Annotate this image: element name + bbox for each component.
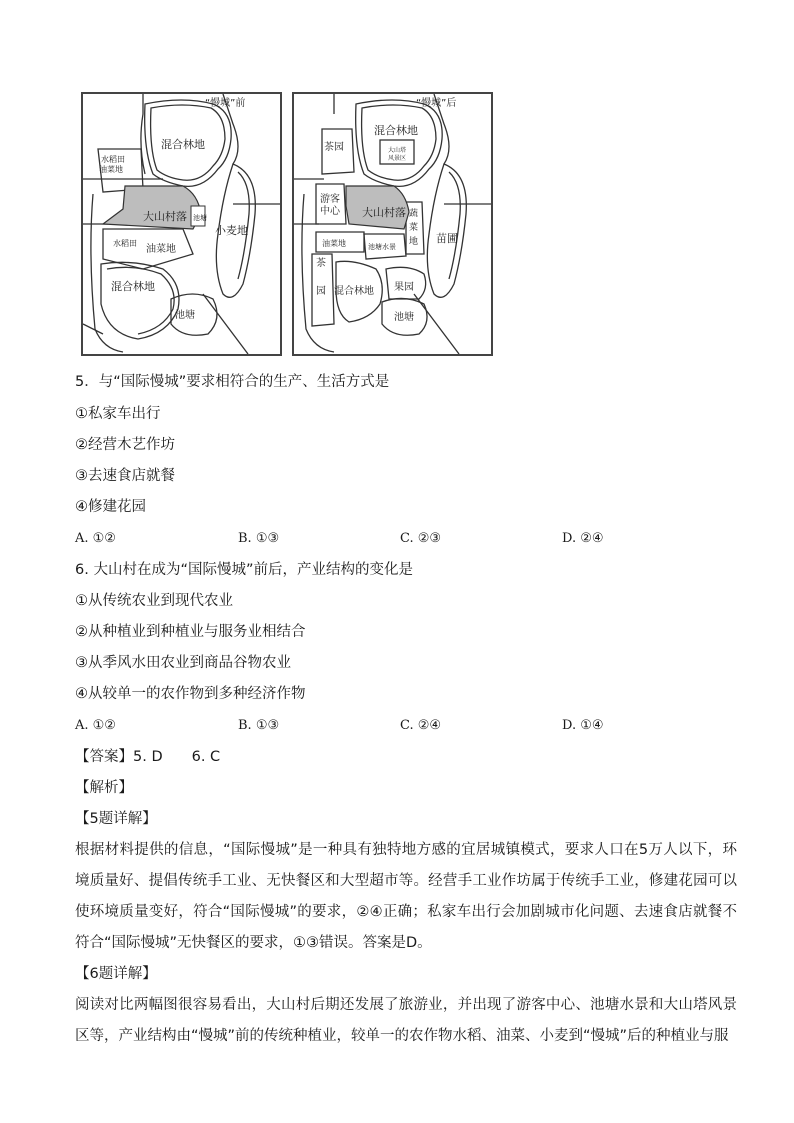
label-forest-bottom: 混合林地 [334,286,374,297]
detail6-text: 阅读对比两幅图很容易看出，大山村后期还发展了旅游业，并出现了游客中心、池塘水景和大山塔风景区等，产业结构由“慢城”前的传统种植业，较单一的农作物水稻、油菜、小麦到“慢城”后的种植业与服 [75,997,737,1044]
q6-item: ①从传统农业到现代农业 [75,593,233,609]
q5-item: ①私家车出行 [75,406,161,422]
label-scenic-1: 大山塔 [388,147,407,154]
label-pond-scene: 池塘水景 [368,243,396,251]
label-veg-3: 地 [409,237,419,247]
q6-stem: 6. 大山村在成为“国际慢城”前后，产业结构的变化是 [75,562,413,578]
label-village: 大山村落 [143,210,187,223]
map-title: “慢城”前 [205,98,246,109]
label-nursery: 苗圃 [436,232,458,245]
q6-option-a[interactable]: A. ①② [75,718,116,733]
label-forest-bottom: 混合林地 [111,280,155,293]
label-scenic-2: 风景区 [388,155,407,162]
detail6-heading: 【6题详解】 [75,966,157,982]
q6-item: ②从种植业到种植业与服务业相结合 [75,624,306,640]
label-pond-small: 池塘 [193,214,207,222]
map-after [292,92,493,356]
label-orchard: 果园 [394,282,414,293]
label-veg-1: 蔬 [409,209,419,219]
answer-line: 【答案】5. D 6. C [75,749,221,765]
detail5-heading: 【5题详解】 [75,811,157,827]
map-before [81,92,282,356]
label-village: 大山村落 [362,206,406,219]
label-tea-b: 园 [316,286,326,297]
label-pond: 池塘 [175,310,195,321]
label-forest-top: 混合林地 [161,138,205,151]
q6-option-c[interactable]: C. ②④ [400,718,442,733]
label-visitor-1: 游客 [320,194,340,205]
q5-item: ②经营木艺作坊 [75,437,175,453]
label-tea-a: 茶 [316,258,326,269]
q5-stem: 5．与“国际慢城”要求相符合的生产、生活方式是 [75,374,390,390]
analysis-heading: 【解析】 [75,780,133,796]
q6-item: ④从较单一的农作物到多种经济作物 [75,686,306,702]
label-visitor-2: 中心 [320,206,340,217]
q5-item: ④修建花园 [75,499,146,515]
label-paddy-rape-2: 油菜地 [99,165,123,174]
q5-option-c[interactable]: C. ②③ [400,531,442,546]
label-wheat: 小麦地 [215,224,248,237]
label-veg-2: 菜 [409,223,419,233]
map-before-drawing [83,94,280,354]
map-title: “慢城”后 [416,98,457,109]
map-after-drawing [294,94,491,354]
q6-option-d[interactable]: D. ①④ [562,718,604,733]
label-forest-top: 混合林地 [374,124,418,137]
label-rape: 油菜地 [322,239,346,248]
q5-option-d[interactable]: D. ②④ [562,531,604,546]
q5-option-b[interactable]: B. ①③ [238,531,280,546]
q6-item: ③从季风水田农业到商品谷物农业 [75,655,291,671]
label-paddy: 水稻田 [113,239,137,248]
label-pond: 池塘 [394,312,414,323]
detail5-text: 根据材料提供的信息，“国际慢城”是一种具有独特地方感的宜居城镇模式，要求人口在5万人以下，环境质量好、提倡传统手工业、无快餐区和大型超市等。经营手工业作坊属于传统手工业，修建花园可以使环境质量变好，符合“国际慢城”的要求，②④正确；私家车出行会加剧城市化问题、去速食店就餐不符合“国际慢城”无快餐区的要求，①③错误。答案是D。 [75,842,737,951]
q5-item: ③去速食店就餐 [75,468,175,484]
label-tea-1: 茶园 [324,142,344,153]
q5-option-a[interactable]: A. ①② [75,531,116,546]
q6-option-b[interactable]: B. ①③ [238,718,280,733]
label-paddy-rape-1: 水稻田 [101,155,125,164]
label-rape: 油菜地 [146,244,176,255]
